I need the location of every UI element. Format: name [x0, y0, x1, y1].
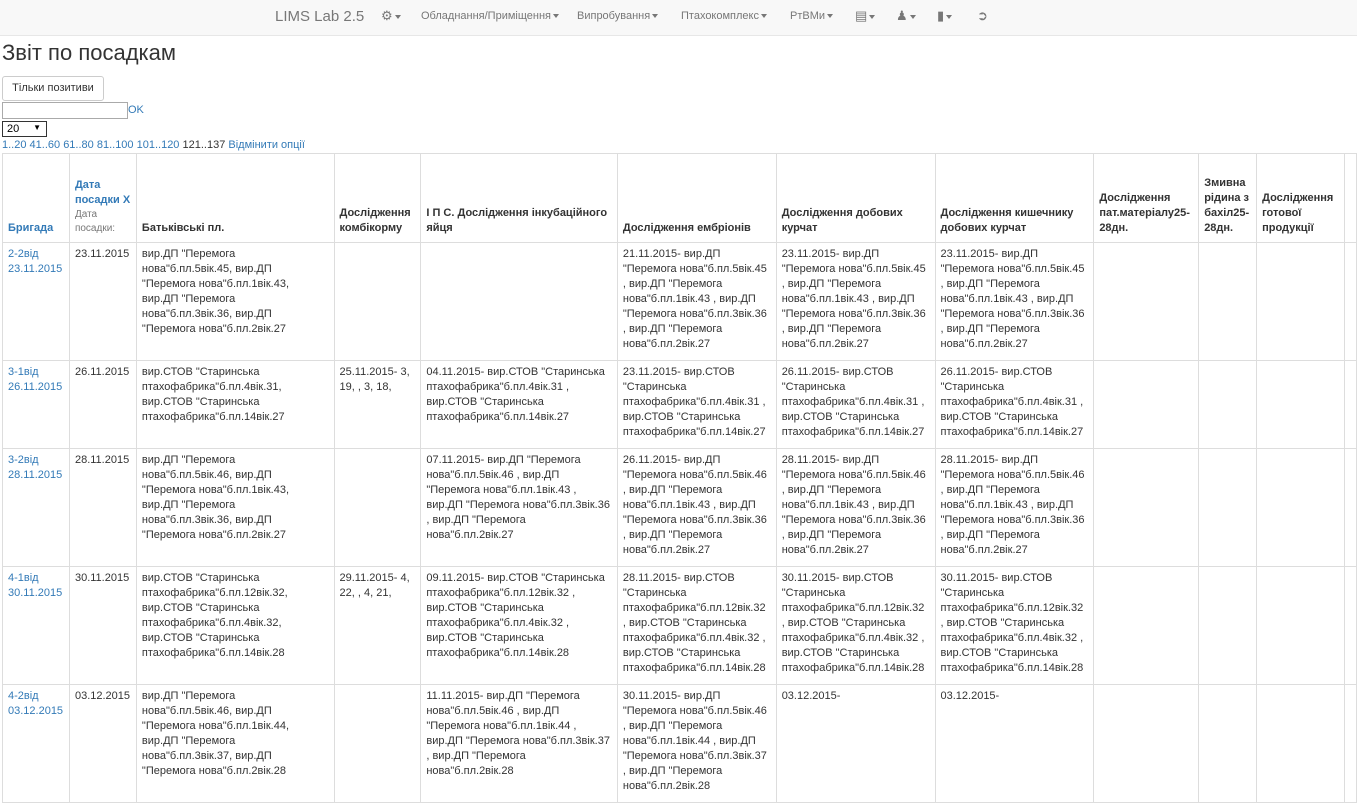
cell-patmat	[1094, 361, 1199, 449]
chevron-down-icon	[910, 15, 916, 19]
cell-patmat	[1094, 685, 1199, 803]
brigade-link[interactable]: 3-2від 28.11.2015	[8, 454, 63, 481]
cell-intestine: 03.12.2015-	[935, 685, 1094, 803]
brigade-link[interactable]: 3-1від 26.11.2015	[8, 366, 63, 393]
current-page: 121..137	[182, 139, 226, 151]
cell-patmat	[1094, 449, 1199, 567]
chevron-down-icon	[395, 15, 401, 19]
page-size-select[interactable]	[2, 121, 47, 137]
col-product: Дослідження готової продукції	[1257, 154, 1345, 243]
brigade-link[interactable]: 4-2від 03.12.2015	[8, 690, 64, 717]
cell-date: 26.11.2015	[69, 361, 136, 449]
cell-embryo: 23.11.2015- вир.СТОВ "Старинська птахофабрика"б.пл.4вік.31 , вир.СТОВ "Старинська птахофабрика"б.пл.14вік.27	[617, 361, 776, 449]
brand-title[interactable]: LIMS Lab 2.5	[275, 8, 365, 25]
cell-overflow	[1344, 243, 1356, 361]
chevron-down-icon: ▼	[33, 123, 41, 132]
chevron-down-icon	[652, 14, 658, 18]
cell-wash	[1199, 361, 1257, 449]
col-parents: Батьківські пл.	[136, 154, 334, 243]
page-link[interactable]: 101..120	[136, 139, 180, 151]
col-chicks: Дослідження добових курчат	[776, 154, 935, 243]
menu-tests[interactable]	[577, 10, 658, 22]
table-row	[3, 449, 1357, 567]
positives-only-button[interactable]: Тільки позитиви	[2, 76, 104, 101]
cell-date: 23.11.2015	[69, 243, 136, 361]
cell-embryo: 28.11.2015- вир.СТОВ "Старинська птахофабрика"б.пл.12вік.32 , вир.СТОВ "Старинська птахофабрика"б.пл.4вік.32 , вир.СТОВ "Старинська птахофабрика"б.пл.14вік.28	[617, 567, 776, 685]
menu-equipment[interactable]	[421, 10, 559, 22]
cell-date: 30.11.2015	[69, 567, 136, 685]
cell-parents: вир.СТОВ "Старинська птахофабрика"б.пл.4вік.31, вир.СТОВ "Старинська птахофабрика"б.пл.14вік.27	[136, 361, 334, 449]
chevron-down-icon	[553, 14, 559, 18]
cell-feed	[334, 243, 421, 361]
cell-wash	[1199, 685, 1257, 803]
cell-date: 03.12.2015	[69, 685, 136, 803]
menu-poultry[interactable]	[681, 10, 767, 22]
pagination	[2, 139, 305, 151]
cell-brigade	[3, 361, 70, 449]
col-wash: Змивна рідина з бахіл25-28дн.	[1199, 154, 1257, 243]
cell-parents: вир.ДП "Перемога нова"б.пл.5вік.46, вир.ДП "Перемога нова"б.пл.1вік.44, вир.ДП "Перемога нова"б.пл.3вік.37, вир.ДП "Перемога нова"б.пл.2вік.28	[136, 685, 334, 803]
cell-intestine: 26.11.2015- вир.СТОВ "Старинська птахофабрика"б.пл.4вік.31 , вир.СТОВ "Старинська птахофабрика"б.пл.14вік.27	[935, 361, 1094, 449]
table-row	[3, 361, 1357, 449]
col-overflow	[1344, 154, 1356, 243]
cell-product	[1257, 449, 1345, 567]
chevron-down-icon	[869, 15, 875, 19]
cell-parents: вир.ДП "Перемога нова"б.пл.5вік.45, вир.ДП "Перемога нова"б.пл.1вік.43, вир.ДП "Перемога нова"б.пл.3вік.36, вир.ДП "Перемога нова"б.пл.2вік.27	[136, 243, 334, 361]
cell-feed	[334, 449, 421, 567]
menu-rtvmi[interactable]	[790, 10, 833, 22]
cell-brigade	[3, 685, 70, 803]
cell-embryo: 30.11.2015- вир.ДП "Перемога нова"б.пл.5вік.46 , вир.ДП "Перемога нова"б.пл.1вік.44 , вир.ДП "Перемога нова"б.пл.3вік.37 , вир.ДП "Перемога нова"б.пл.2вік.28	[617, 685, 776, 803]
user-icon: ♟	[896, 8, 908, 23]
cell-parents: вир.ДП "Перемога нова"б.пл.5вік.46, вир.ДП "Перемога нова"б.пл.1вік.43, вир.ДП "Перемога нова"б.пл.3вік.36, вир.ДП "Перемога нова"б.пл.2вік.27	[136, 449, 334, 567]
cell-feed: 29.11.2015- 4, 22, , 4, 21,	[334, 567, 421, 685]
menu-tests-label: Випробування	[577, 10, 651, 22]
cell-product	[1257, 685, 1345, 803]
cell-intestine: 28.11.2015- вир.ДП "Перемога нова"б.пл.5вік.46 , вир.ДП "Перемога нова"б.пл.1вік.43 , вир.ДП "Перемога нова"б.пл.3вік.36 , вир.ДП "Перемога нова"б.пл.2вік.27	[935, 449, 1094, 567]
cell-overflow	[1344, 567, 1356, 685]
col-brigade[interactable]: Бригада	[3, 154, 70, 243]
page-link[interactable]: 1..20	[2, 139, 27, 151]
col-date-sub: Дата посадки:	[74, 209, 116, 234]
reset-options-link[interactable]: Відмінити опції	[228, 139, 305, 151]
cell-overflow	[1344, 361, 1356, 449]
page-link[interactable]: 81..100	[96, 139, 134, 151]
brigade-link[interactable]: 2-2від 23.11.2015	[8, 248, 63, 275]
page-title: Звіт по посадкам	[2, 40, 177, 65]
col-feed: Дослідження комбікорму	[334, 154, 421, 243]
cell-overflow	[1344, 449, 1356, 567]
cell-ips: 04.11.2015- вир.СТОВ "Старинська птахофабрика"б.пл.4вік.31 , вир.СТОВ "Старинська птахофабрика"б.пл.14вік.27	[421, 361, 618, 449]
list-icon: ▤	[855, 8, 868, 23]
search-input[interactable]	[2, 102, 128, 119]
chevron-down-icon	[761, 14, 767, 18]
cell-product	[1257, 361, 1345, 449]
page-link[interactable]: 41..60	[29, 139, 61, 151]
cell-overflow	[1344, 685, 1356, 803]
cell-wash	[1199, 243, 1257, 361]
cell-wash	[1199, 567, 1257, 685]
cell-feed: 25.11.2015- 3, 19, , 3, 18,	[334, 361, 421, 449]
col-intestine: Дослідження кишечнику добових курчат	[935, 154, 1094, 243]
cell-intestine: 23.11.2015- вир.ДП "Перемога нова"б.пл.5вік.45 , вир.ДП "Перемога нова"б.пл.1вік.43 , вир.ДП "Перемога нова"б.пл.3вік.36 , вир.ДП "Перемога нова"б.пл.2вік.27	[935, 243, 1094, 361]
list-menu[interactable]	[855, 8, 875, 24]
cell-patmat	[1094, 567, 1199, 685]
col-ips: І П С. Дослідження інкубаційного яйця	[421, 154, 618, 243]
user-menu[interactable]	[896, 8, 916, 24]
cell-intestine: 30.11.2015- вир.СТОВ "Старинська птахофабрика"б.пл.12вік.32 , вир.СТОВ "Старинська птахофабрика"б.пл.4вік.32 , вир.СТОВ "Старинська птахофабрика"б.пл.14вік.28	[935, 567, 1094, 685]
cell-ips: 07.11.2015- вир.ДП "Перемога нова"б.пл.5вік.46 , вир.ДП "Перемога нова"б.пл.1вік.43 , вир.ДП "Перемога нова"б.пл.3вік.36 , вир.ДП "Перемога нова"б.пл.2вік.27	[421, 449, 618, 567]
cell-brigade	[3, 567, 70, 685]
chevron-down-icon	[827, 14, 833, 18]
cell-chicks: 28.11.2015- вир.ДП "Перемога нова"б.пл.5вік.46 , вир.ДП "Перемога нова"б.пл.1вік.43 , вир.ДП "Перемога нова"б.пл.3вік.36 , вир.ДП "Перемога нова"б.пл.2вік.27	[776, 449, 935, 567]
plantings-report-table	[2, 153, 1357, 803]
brigade-link[interactable]: 4-1від 30.11.2015	[8, 572, 63, 599]
settings-menu[interactable]	[381, 8, 401, 24]
table-row	[3, 567, 1357, 685]
cell-ips: 11.11.2015- вир.ДП "Перемога нова"б.пл.5вік.46 , вир.ДП "Перемога нова"б.пл.1вік.44 , вир.ДП "Перемога нова"б.пл.3вік.37 , вир.ДП "Перемога нова"б.пл.2вік.28	[421, 685, 618, 803]
cell-ips: 09.11.2015- вир.СТОВ "Старинська птахофабрика"б.пл.12вік.32 , вир.СТОВ "Старинська птахофабрика"б.пл.4вік.32 , вир.СТОВ "Старинська птахофабрика"б.пл.14вік.28	[421, 567, 618, 685]
menu-rtvmi-label: РтВМи	[790, 10, 826, 22]
cell-chicks: 03.12.2015-	[776, 685, 935, 803]
cell-ips	[421, 243, 618, 361]
gear-icon: ⚙	[381, 8, 393, 23]
menu-poultry-label: Птахокомплекс	[681, 10, 759, 22]
col-date-label: Дата посадки X	[74, 179, 131, 206]
cell-embryo: 26.11.2015- вир.ДП "Перемога нова"б.пл.5вік.46 , вир.ДП "Перемога нова"б.пл.1вік.43 , вир.ДП "Перемога нова"б.пл.3вік.36 , вир.ДП "Перемога нова"б.пл.2вік.27	[617, 449, 776, 567]
col-date[interactable]	[69, 154, 136, 243]
col-patmat: Дослідження пат.матеріалу25-28дн.	[1094, 154, 1199, 243]
book-icon: ▮	[937, 8, 945, 23]
cell-wash	[1199, 449, 1257, 567]
cell-brigade	[3, 449, 70, 567]
cell-feed	[334, 685, 421, 803]
cell-embryo: 21.11.2015- вир.ДП "Перемога нова"б.пл.5вік.45 , вир.ДП "Перемога нова"б.пл.1вік.43 , вир.ДП "Перемога нова"б.пл.3вік.36 , вир.ДП "Перемога нова"б.пл.2вік.27	[617, 243, 776, 361]
chevron-down-icon	[946, 15, 952, 19]
ok-link[interactable]: OK	[128, 104, 144, 116]
col-embryo: Дослідження ембріонів	[617, 154, 776, 243]
book-menu[interactable]	[937, 8, 952, 24]
cell-date: 28.11.2015	[69, 449, 136, 567]
cell-product	[1257, 243, 1345, 361]
cell-chicks: 30.11.2015- вир.СТОВ "Старинська птахофабрика"б.пл.12вік.32 , вир.СТОВ "Старинська птахофабрика"б.пл.4вік.32 , вир.СТОВ "Старинська птахофабрика"б.пл.14вік.28	[776, 567, 935, 685]
page-size-value: 20	[7, 123, 20, 135]
cell-chicks: 26.11.2015- вир.СТОВ "Старинська птахофабрика"б.пл.4вік.31 , вир.СТОВ "Старинська птахофабрика"б.пл.14вік.27	[776, 361, 935, 449]
logout-icon: ➲	[977, 8, 988, 23]
table-row	[3, 685, 1357, 803]
cell-chicks: 23.11.2015- вир.ДП "Перемога нова"б.пл.5вік.45 , вир.ДП "Перемога нова"б.пл.1вік.43 , вир.ДП "Перемога нова"б.пл.3вік.36 , вир.ДП "Перемога нова"б.пл.2вік.27	[776, 243, 935, 361]
table-row	[3, 243, 1357, 361]
cell-brigade	[3, 243, 70, 361]
logout-button[interactable]	[977, 8, 988, 24]
cell-patmat	[1094, 243, 1199, 361]
cell-product	[1257, 567, 1345, 685]
page-link[interactable]: 61..80	[63, 139, 94, 151]
menu-equipment-label: Обладнання/Приміщення	[421, 10, 551, 22]
cell-parents: вир.СТОВ "Старинська птахофабрика"б.пл.12вік.32, вир.СТОВ "Старинська птахофабрика"б.пл.4вік.32, вир.СТОВ "Старинська птахофабрика"б.пл.14вік.28	[136, 567, 334, 685]
top-navbar	[0, 0, 1357, 36]
